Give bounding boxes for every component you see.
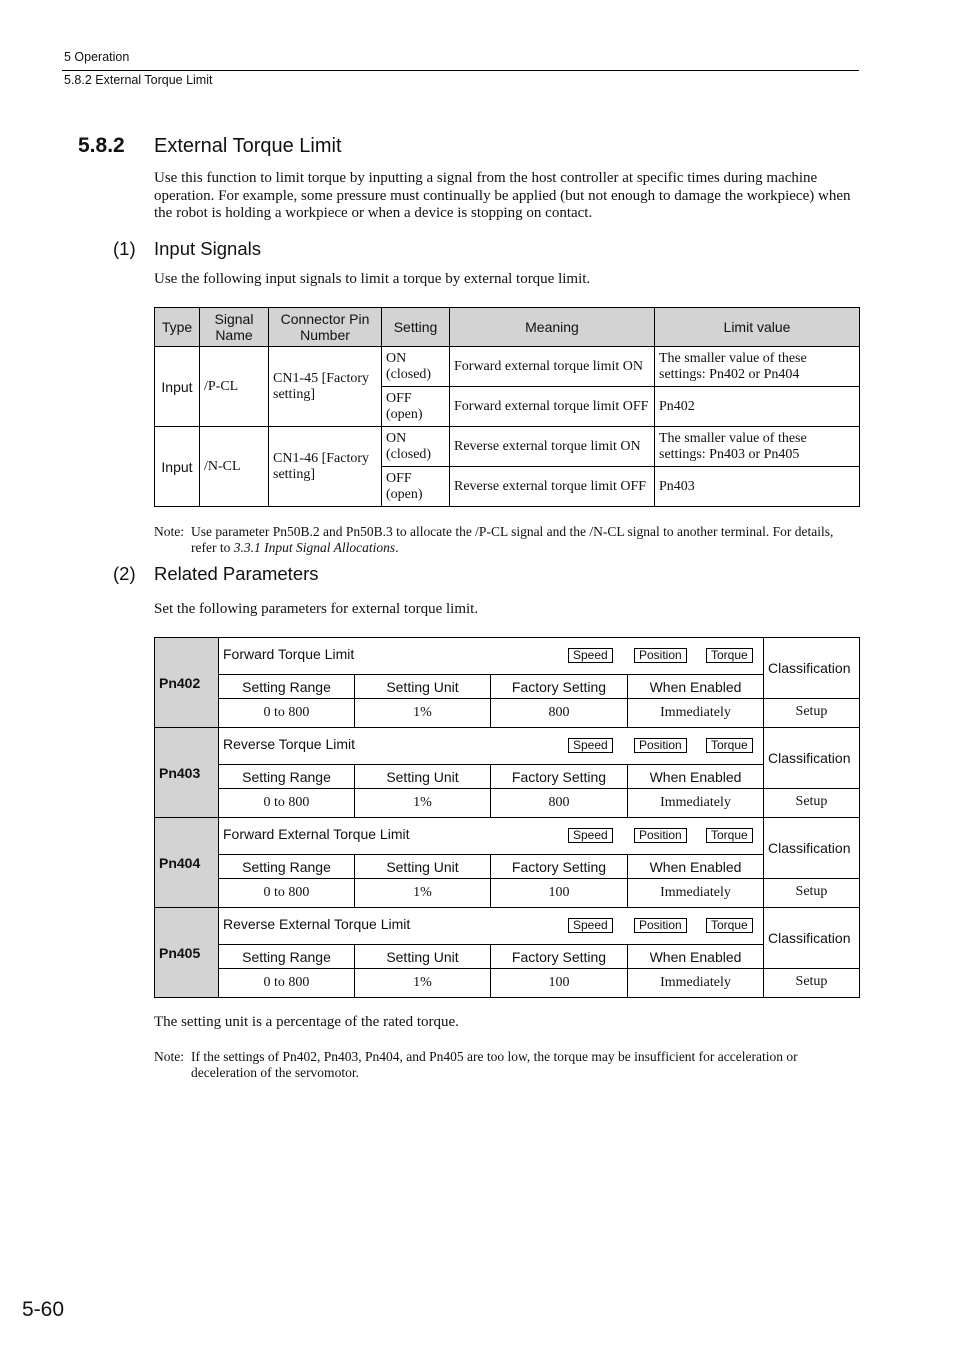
input-signals-table	[154, 307, 860, 507]
note-text: Use parameter Pn50B.2 and Pn50B.3 to allocate the /P-CL signal and the /N-CL signal to another terminal. For details, refer to	[191, 524, 834, 555]
parameters-table	[154, 637, 860, 998]
col-header-setting-range: Setting Range	[219, 855, 355, 879]
classification-label: Classification	[764, 908, 860, 969]
col-header-when-enabled: When Enabled	[628, 945, 764, 969]
setting-range-value: 0 to 800	[219, 789, 355, 818]
table-row	[155, 427, 860, 467]
param-name-cell	[219, 908, 764, 945]
signal-setting: OFF (open)	[382, 387, 450, 427]
section-number: 5.8.2	[78, 134, 125, 157]
col-header-when-enabled: When Enabled	[628, 855, 764, 879]
param-value-row	[155, 969, 860, 998]
when-enabled-value: Immediately	[628, 699, 764, 728]
connector-pin: CN1-45 [Factory setting]	[269, 347, 382, 427]
param-id: Pn404	[155, 818, 219, 908]
subsection-title-related-parameters: Related Parameters	[154, 563, 319, 584]
param-row-pn402	[155, 638, 860, 675]
setting-unit-value: 1%	[355, 699, 491, 728]
parameters-note	[154, 1049, 860, 1081]
subsection-title-input-signals: Input Signals	[154, 238, 261, 259]
note-body	[191, 524, 860, 556]
param-name-cell	[219, 728, 764, 765]
mode-tag-torque: Torque	[706, 738, 753, 753]
when-enabled-value: Immediately	[628, 879, 764, 908]
classification-value: Setup	[764, 969, 860, 998]
col-header-setting-unit: Setting Unit	[355, 765, 491, 789]
col-header-factory-setting: Factory Setting	[491, 855, 628, 879]
section-intro: Use this function to limit torque by inputting a signal from the host controller at specific times during machine operation. For example, some pressure must continually be applied (but not enough to damage the workpiece) when the robot is holding a workpiece or when a device is stopping on contact.	[154, 170, 851, 221]
note-label: Note:	[154, 1049, 184, 1064]
col-header-signal-name: Signal Name	[200, 308, 269, 347]
related-parameters-intro: Set the following parameters for external torque limit.	[154, 601, 479, 617]
limit-value: The smaller value of these settings: Pn402 or Pn404	[655, 347, 860, 387]
col-header-factory-setting: Factory Setting	[491, 675, 628, 699]
factory-setting-value: 800	[491, 789, 628, 818]
signal-meaning: Reverse external torque limit ON	[450, 427, 655, 467]
param-name-cell	[219, 818, 764, 855]
classification-value: Setup	[764, 699, 860, 728]
subsection-number-related-parameters: (2)	[113, 563, 136, 584]
mode-tag-position: Position	[634, 918, 687, 933]
param-name-cell	[219, 638, 764, 675]
signal-name: /P-CL	[200, 347, 269, 427]
param-name: Forward Torque Limit	[223, 646, 355, 662]
col-header-limit-value: Limit value	[655, 308, 860, 347]
signal-setting: ON (closed)	[382, 427, 450, 467]
input-signals-intro: Use the following input signals to limit a torque by external torque limit.	[154, 271, 591, 287]
param-header-row	[155, 675, 860, 699]
input-signals-note	[154, 524, 860, 556]
col-header-factory-setting: Factory Setting	[491, 945, 628, 969]
table-row	[155, 347, 860, 387]
param-id: Pn405	[155, 908, 219, 998]
mode-tag-speed: Speed	[568, 828, 613, 843]
mode-tag-position: Position	[634, 648, 687, 663]
mode-tag-position: Position	[634, 738, 687, 753]
classification-value: Setup	[764, 879, 860, 908]
param-row-pn405	[155, 908, 860, 945]
setting-unit-note: The setting unit is a percentage of the rated torque.	[154, 1014, 459, 1030]
running-header-section: 5.8.2 External Torque Limit	[64, 73, 213, 87]
setting-range-value: 0 to 800	[219, 879, 355, 908]
mode-tag-position: Position	[634, 828, 687, 843]
col-header-connector-pin: Connector Pin Number	[269, 308, 382, 347]
signal-setting: OFF (open)	[382, 467, 450, 507]
table-header-row	[155, 308, 860, 347]
note-end: .	[395, 540, 399, 555]
setting-unit-value: 1%	[355, 879, 491, 908]
setting-unit-value: 1%	[355, 789, 491, 818]
param-name: Reverse External Torque Limit	[223, 916, 411, 932]
subsection-number-input-signals: (1)	[113, 238, 136, 259]
param-id: Pn402	[155, 638, 219, 728]
col-header-setting-unit: Setting Unit	[355, 945, 491, 969]
header-rule	[62, 70, 859, 71]
signal-setting: ON (closed)	[382, 347, 450, 387]
col-header-when-enabled: When Enabled	[628, 765, 764, 789]
note-reference: 3.3.1 Input Signal Allocations	[233, 540, 396, 555]
col-header-setting-range: Setting Range	[219, 675, 355, 699]
mode-tag-speed: Speed	[568, 648, 613, 663]
page-number: 5-60	[22, 1298, 65, 1321]
signal-meaning: Forward external torque limit OFF	[450, 387, 655, 427]
mode-tag-speed: Speed	[568, 918, 613, 933]
when-enabled-value: Immediately	[628, 789, 764, 818]
col-header-when-enabled: When Enabled	[628, 675, 764, 699]
running-header-chapter: 5 Operation	[64, 50, 130, 64]
note-label: Note:	[154, 524, 184, 539]
connector-pin: CN1-46 [Factory setting]	[269, 427, 382, 507]
param-value-row	[155, 699, 860, 728]
col-header-setting-range: Setting Range	[219, 945, 355, 969]
classification-label: Classification	[764, 818, 860, 879]
signal-type: Input	[155, 347, 200, 427]
param-id: Pn403	[155, 728, 219, 818]
limit-value: The smaller value of these settings: Pn403 or Pn405	[655, 427, 860, 467]
param-header-row	[155, 945, 860, 969]
factory-setting-value: 100	[491, 879, 628, 908]
mode-tag-torque: Torque	[706, 648, 753, 663]
when-enabled-value: Immediately	[628, 969, 764, 998]
factory-setting-value: 800	[491, 699, 628, 728]
param-name: Forward External Torque Limit	[223, 826, 410, 842]
col-header-meaning: Meaning	[450, 308, 655, 347]
setting-unit-value: 1%	[355, 969, 491, 998]
limit-value: Pn402	[655, 387, 860, 427]
param-row-pn403	[155, 728, 860, 765]
col-header-setting-unit: Setting Unit	[355, 855, 491, 879]
setting-range-value: 0 to 800	[219, 969, 355, 998]
param-row-pn404	[155, 818, 860, 855]
signal-type: Input	[155, 427, 200, 507]
col-header-setting-range: Setting Range	[219, 765, 355, 789]
mode-tag-torque: Torque	[706, 918, 753, 933]
param-value-row	[155, 879, 860, 908]
signal-name: /N-CL	[200, 427, 269, 507]
col-header-factory-setting: Factory Setting	[491, 765, 628, 789]
signal-meaning: Reverse external torque limit OFF	[450, 467, 655, 507]
note-text: If the settings of Pn402, Pn403, Pn404, and Pn405 are too low, the torque may be insufficient for acceleration or deceleration of the servomotor.	[191, 1049, 798, 1080]
mode-tag-speed: Speed	[568, 738, 613, 753]
param-header-row	[155, 765, 860, 789]
col-header-setting: Setting	[382, 308, 450, 347]
classification-value: Setup	[764, 789, 860, 818]
col-header-setting-unit: Setting Unit	[355, 675, 491, 699]
mode-tag-torque: Torque	[706, 828, 753, 843]
classification-label: Classification	[764, 638, 860, 699]
col-header-type: Type	[155, 308, 200, 347]
param-header-row	[155, 855, 860, 879]
factory-setting-value: 100	[491, 969, 628, 998]
section-title: External Torque Limit	[154, 135, 342, 157]
signal-meaning: Forward external torque limit ON	[450, 347, 655, 387]
setting-range-value: 0 to 800	[219, 699, 355, 728]
param-value-row	[155, 789, 860, 818]
param-name: Reverse Torque Limit	[223, 736, 356, 752]
limit-value: Pn403	[655, 467, 860, 507]
classification-label: Classification	[764, 728, 860, 789]
